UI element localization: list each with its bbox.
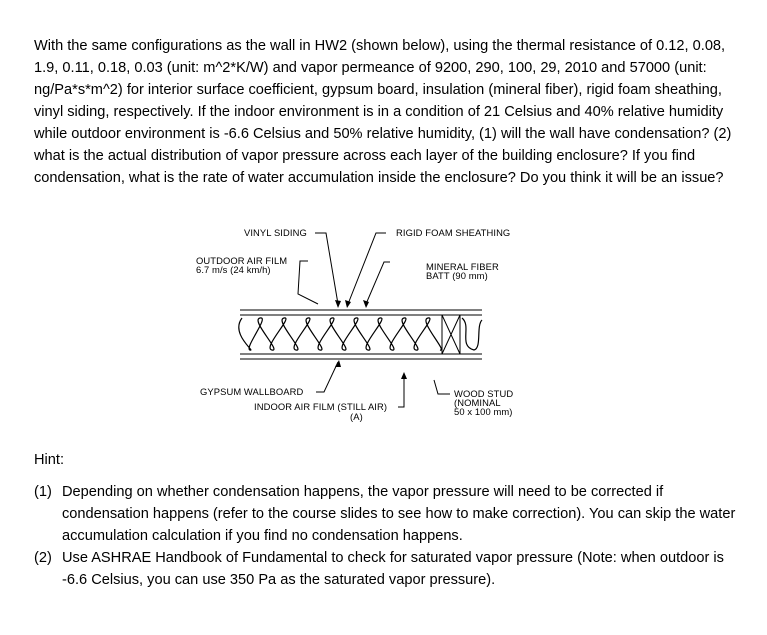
label-indoor-film-a: (A) bbox=[350, 411, 363, 422]
arrow-gypsum bbox=[335, 360, 341, 367]
leader-outdoor bbox=[298, 261, 318, 304]
label-wood-stud-nominal: (NOMINAL bbox=[454, 397, 501, 408]
question-paragraph bbox=[34, 35, 744, 189]
label-wood-stud: WOOD STUD bbox=[454, 388, 514, 399]
leader-gypsum bbox=[316, 362, 338, 392]
arrow-indoor bbox=[401, 372, 407, 379]
label-gypsum-wallboard: GYPSUM WALLBOARD bbox=[200, 386, 304, 397]
hint-item-number: (1) bbox=[34, 484, 52, 500]
arrow-mineral bbox=[363, 300, 369, 308]
question-text: With the same configurations as the wall in HW2 (shown below), using the thermal resistance of 0.12, 0.08, 1.9, 0.11, 0.18, 0.03 (unit: m^2*K/W) and vapor permeance of 9200, 290, 100, 29, 2010 and 57000 (unit: ng/Pa*s*m^2) for interior surface coefficient, gypsum board, insulation (mineral fiber), rigid foam sheathing, vinyl siding, respectively. If the indoor environment is in a condition of 21 Celsius and 40% relative humidity while outdoor environment is -6.6 Celsius and 50% relative humidity, (1) will the wall have condensation? (2) what is the actual distribution of vapor pressure across each layer of the building enclosure? If you find condensation, what is the rate of water accumulation inside the enclosure? Do you think it will be an issue? bbox=[34, 38, 732, 186]
arrow-foam bbox=[345, 300, 351, 308]
leader-indoor bbox=[398, 377, 404, 407]
label-rigid-foam: RIGID FOAM SHEATHING bbox=[396, 227, 511, 238]
batt-tail bbox=[462, 318, 482, 350]
hint-title: Hint: bbox=[34, 452, 65, 468]
hint-item bbox=[34, 481, 744, 547]
leader-stud bbox=[434, 380, 450, 394]
label-wood-stud-size: 50 x 100 mm) bbox=[454, 406, 513, 417]
hint-list bbox=[34, 481, 744, 591]
insulation-batt-squiggle bbox=[239, 318, 442, 350]
leader-vinyl bbox=[315, 233, 338, 304]
label-batt-thickness: BATT (90 mm) bbox=[426, 270, 488, 281]
label-indoor-air-film: INDOOR AIR FILM (STILL AIR) bbox=[254, 401, 388, 412]
arrow-vinyl bbox=[335, 300, 341, 308]
hint-item-text: Use ASHRAE Handbook of Fundamental to check for saturated vapor pressure (Note: when outdoor is -6.6 Celsius, you can use 350 Pa as the saturated vapor pressure). bbox=[62, 550, 724, 588]
leader-foam bbox=[348, 233, 386, 304]
wall-section-diagram bbox=[190, 222, 540, 454]
hint-item-text: Depending on whether condensation happens, the vapor pressure will need to be corrected if condensation happens (refer to the course slides to see how to make correction). You can skip the water accumulation calculation if you find no condensation happens. bbox=[62, 484, 736, 544]
hint-item bbox=[34, 547, 744, 591]
hint-item-number: (2) bbox=[34, 550, 52, 566]
label-outdoor-air-film: OUTDOOR AIR FILM bbox=[196, 255, 288, 266]
label-vinyl-siding: VINYL SIDING bbox=[244, 227, 307, 238]
label-mineral-fiber: MINERAL FIBER bbox=[426, 261, 499, 272]
label-outdoor-air-speed: 6.7 m/s (24 km/h) bbox=[196, 264, 271, 275]
leader-mineral bbox=[366, 262, 390, 304]
